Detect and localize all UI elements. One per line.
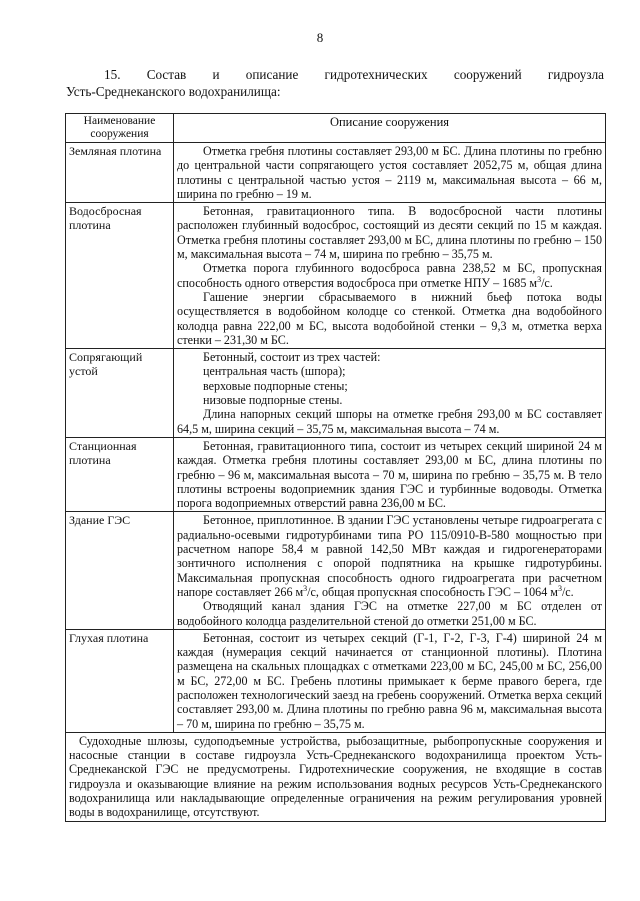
table-footer-note bbox=[66, 732, 606, 821]
section-heading bbox=[66, 66, 604, 100]
description-text: Отметка порога глубинного водосброса равна 238,52 м БС, пропускная способность одного отверстия водосброса при отметке НПУ – 1685 м bbox=[177, 261, 602, 290]
section-heading-line-2: Усть-Среднеканского водохранилища: bbox=[66, 84, 281, 99]
description-line: верховые подпорные стены; bbox=[203, 378, 348, 393]
description-paragraph: Бетонная, состоит из четырех секций (Г-1, Г-2, Г-3, Г-4) шириной 24 м каждая (нумерация секций начинается от станционной плотины). Плотина размещена на скальных площадках с отметками 223,00 м БС, 245,00 м БС, 256,00 м БС, 272,00 м БС. Гребень плотины примыкает к берме правого берега, где расположен технологический заезд на гребень сооружений. Отметка верха секций составляет 293,00 м. Длина плотины по гребню равна 96 м, максимальная высота – 70 м, ширина по гребню – 35,75 м. bbox=[177, 630, 602, 731]
description-paragraph bbox=[177, 261, 602, 290]
description-text: /с, общая пропускная способность ГЭС – 1064 м bbox=[307, 584, 558, 599]
table-row bbox=[66, 437, 606, 511]
table-row bbox=[66, 203, 606, 349]
description-text: Бетонное, приплотинное. В здании ГЭС установлены четыре гидроагрегата с радиально-осевыми гидротурбинами типа РО 115/0910-В-580 мощностью при расчетном напоре 58,4 м равной 142,50 МВт каждая и гидрогенераторами зонтичного исполнения с опорой подпятника на крышке гидротурбины. Максимальная пропускная способность одного гидроагрегата при расчетном напоре составляет 266 м bbox=[177, 513, 602, 599]
structure-description bbox=[174, 629, 606, 732]
description-paragraph: Отводящий канал здания ГЭС на отметке 227,00 м БС отделен от водобойного колодца разделительной стеной до отметки 251,00 м БС. bbox=[177, 599, 602, 628]
structure-name: Сопрягающий устой bbox=[66, 349, 174, 438]
description-line: центральная часть (шпора); bbox=[203, 364, 346, 379]
description-paragraph: Бетонная, гравитационного типа, состоит из четырех секций шириной 24 м каждая. Отметка гребня плотины составляет 293,00 м БС, длина плотины по гребню – 96 м, максимальная высота – 70 м, ширина по гребню – 35,75 м. В тело плотины встроены водоприемник здания ГЭС и турбинные водоводы. Отметка порога водоприемных отверстий равна 236,00 м БС. bbox=[177, 438, 602, 511]
description-paragraph: Отметка гребня плотины составляет 293,00 м БС. Длина плотины по гребню до центральной части сопрягающего устоя составляет 2052,75 м, общая длина плотины с центральной частью устоя – 2119 м, максимальная высота – 66 м, ширина по гребню – 19 м. bbox=[177, 144, 602, 201]
table-row bbox=[66, 512, 606, 629]
structure-name: Глухая плотина bbox=[66, 629, 174, 732]
description-text: /с. bbox=[541, 275, 553, 290]
structure-description bbox=[174, 437, 606, 511]
header-structure-name: Наименование сооружения bbox=[66, 114, 174, 143]
structure-name: Водосбросная плотина bbox=[66, 203, 174, 349]
structure-name: Здание ГЭС bbox=[66, 512, 174, 629]
section-heading-line-1: 15. Состав и описание гидротехнических сооружений гидроузла bbox=[104, 67, 604, 82]
description-paragraph: Бетонная, гравитационного типа. В водосбросной части плотины расположен глубинный водосброс, состоящий из десяти секций по 15 м каждая. Отметка гребня плотины составляет 293,00 м БС, длина плотины по гребню – 150 м, максимальная высота – 74 м, ширина по гребню – 35,75 м. bbox=[177, 204, 602, 262]
table-row bbox=[66, 143, 606, 203]
table-header-row bbox=[66, 114, 606, 143]
description-paragraph: Длина напорных секций шпоры на отметке гребня 293,00 м БС составляет 64,5 м, ширина секций – 35,75 м, максимальная высота – 74 м. bbox=[177, 407, 602, 436]
table-row bbox=[66, 629, 606, 732]
description-line: Бетонный, состоит из трех частей: bbox=[203, 350, 381, 365]
structure-description bbox=[174, 203, 606, 349]
table-footer-row bbox=[66, 732, 606, 821]
description-paragraph: Гашение энергии сбрасываемого в нижний бьеф потока воды осуществляется в водобойном колодце со стенкой. Отметка дна водобойного колодца равна 222,00 м БС, высота водобойной стенки – 9,3 м, отметка верха стенки – 231,30 м БС. bbox=[177, 289, 602, 347]
structures-table bbox=[65, 113, 606, 822]
page-number: 8 bbox=[316, 30, 324, 45]
description-line: низовые подпорные стены. bbox=[203, 393, 343, 408]
structure-name: Станционная плотина bbox=[66, 437, 174, 511]
description-paragraph bbox=[177, 513, 602, 599]
header-structure-description: Описание сооружения bbox=[174, 114, 606, 143]
table-row bbox=[66, 349, 606, 438]
footer-paragraph: Судоходные шлюзы, судоподъемные устройства, рыбозащитные, рыбопропускные сооружения и насосные станции в составе гидроузла Усть-Среднеканского водохранилища проектом Усть-Среднеканской ГЭС не предусмотрены. Гидротехнические сооружения, не входящие в состав гидроузла и оказывающие влияние на режим использования водных ресурсов Усть-Среднеканского водохранилища или накладывающие определенные ограничения на режим регулирования уровней воды в водохранилище, отсутствуют. bbox=[69, 733, 602, 820]
unit-superscript: 3 bbox=[557, 583, 562, 593]
structure-description bbox=[174, 349, 606, 438]
description-text: /с. bbox=[561, 584, 574, 599]
unit-superscript: 3 bbox=[537, 274, 542, 284]
structure-name: Земляная плотина bbox=[66, 143, 174, 203]
structure-description bbox=[174, 512, 606, 629]
structure-description bbox=[174, 143, 606, 203]
unit-superscript: 3 bbox=[303, 583, 308, 593]
